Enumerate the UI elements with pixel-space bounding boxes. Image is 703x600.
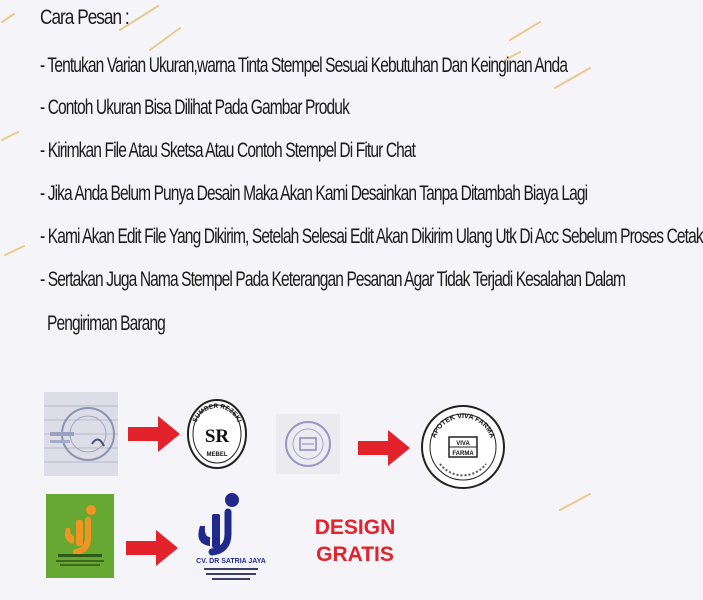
stamp-photo-viva-farma <box>276 414 340 474</box>
seal-inner-top: VIVA <box>456 441 470 447</box>
design-free-label <box>300 514 410 568</box>
logo-company-name: CV. DR SATRIA JAYA <box>196 558 266 565</box>
seal-sumber-rezeki <box>186 398 248 470</box>
seal-monogram: SR <box>204 426 230 447</box>
design-label: DESIGN <box>314 516 396 539</box>
arrow-right-icon <box>126 528 178 568</box>
step-2: - Contoh Ukuran Bisa Dilihat Pada Gambar Produk <box>40 96 349 119</box>
free-label: GRATIS <box>316 543 394 566</box>
step-3: - Kirimkan File Atau Sketsa Atau Contoh Stempel Di Fitur Chat <box>40 139 416 162</box>
arrow-right-icon <box>358 428 410 468</box>
step-4: - Jika Anda Belum Punya Desain Maka Akan Kami Desainkan Tanpa Ditambah Biaya Lagi <box>40 182 588 205</box>
arrow-right-icon <box>128 414 180 454</box>
step-1: - Tentukan Varian Ukuran,warna Tinta Stempel Sesuai Kebutuhan Dan Keinginan Anda <box>40 54 568 77</box>
step-6-continuation: Pengiriman Barang <box>47 312 165 335</box>
seal-top-text: APOTEK VIVA FARMA <box>430 412 496 440</box>
step-5: - Kami Akan Edit File Yang Dikirim, Setelah Selesai Edit Akan Dikirim Ulang Utk Di Acc Sebelum Proses Cetak <box>40 225 703 248</box>
logo-photo-satria-jaya <box>46 494 114 578</box>
sketch-photo-sumber-rezeki <box>44 392 118 476</box>
seal-viva-farma <box>420 404 506 490</box>
page-heading: Cara Pesan : <box>40 6 129 29</box>
seal-top-text: SUMBER REZEKI <box>191 402 243 424</box>
seal-inner-bottom: FARMA <box>452 451 474 457</box>
logo-satria-jaya <box>186 492 276 592</box>
step-6: - Sertakan Juga Nama Stempel Pada Keterangan Pesanan Agar Tidak Terjadi Kesalahan Dalam <box>40 268 626 291</box>
seal-bottom-text: MEBEL <box>206 452 228 458</box>
